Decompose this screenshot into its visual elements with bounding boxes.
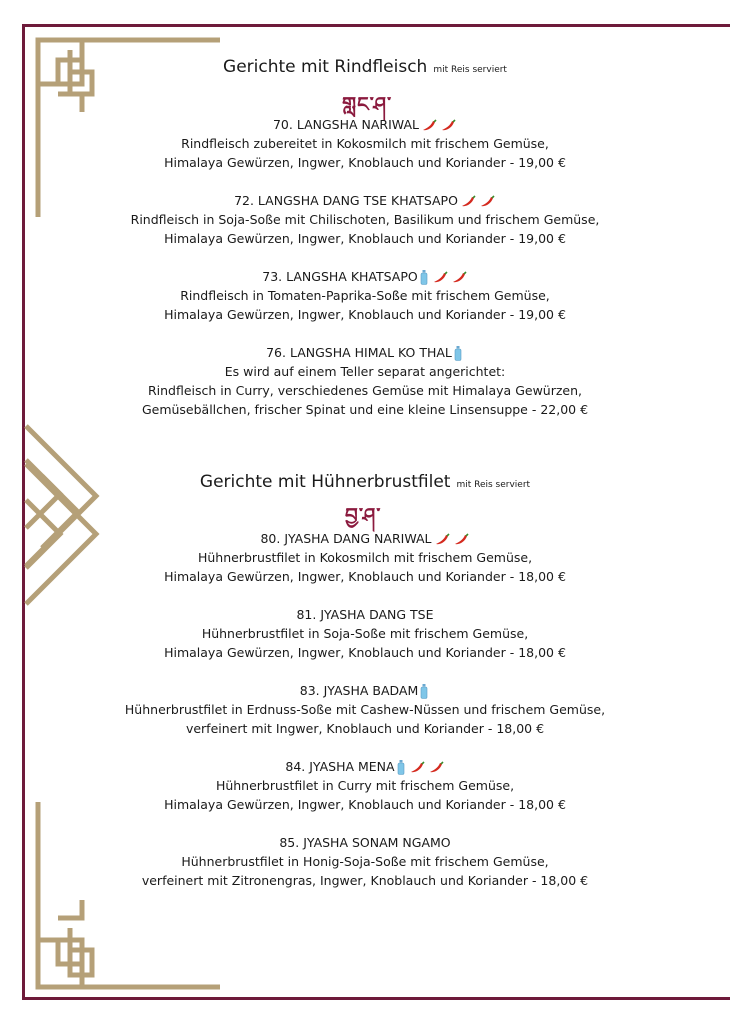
dish-name: 84. JYASHA MENA [285,759,395,774]
dish-name: 73. LANGSHA KHATSAPO [262,269,418,284]
dish-description-line: Hühnerbrustfilet in Kokosmilch mit frischem Gemüse, [197,550,533,565]
chili-icon [479,195,496,209]
dish-item [0,343,730,419]
dish-name: 83. JYASHA BADAM [299,683,419,698]
dish-description-line: Hühnerbrustfilet in Curry mit frischem Gemüse, [215,778,515,793]
tibetan-title-chicken: བྱ་ཤ་ [345,503,382,527]
dish-item [0,833,730,890]
dish-description-line: Himalaya Gewürzen, Ingwer, Knoblauch und Koriander - 18,00 € [164,797,566,812]
dish-item [0,681,730,738]
dish-name: 76. LANGSHA HIMAL KO THAL [266,345,452,360]
chili-icon [451,271,468,285]
tibetan-title-beef: གླང་ཤ་ [342,92,393,116]
water-bottle-icon [397,760,405,775]
chili-icon [409,761,426,775]
section-title-beef: Gerichte mit Rindfleisch mit Reis serviert [223,57,507,77]
dish-description-line: verfeinert mit Zitronengras, Ingwer, Knoblauch und Koriander - 18,00 € [141,873,589,888]
dish-item [0,529,730,586]
water-bottle-icon [420,270,428,285]
dish-description-line: Rindfleisch in Soja-Soße mit Chilischoten, Basilikum und frischem Gemüse, [130,212,600,227]
dish-item [0,267,730,324]
chili-icon [453,533,470,547]
dish-item [0,757,730,814]
chili-icon [428,761,445,775]
section-subtitle-beef: mit Reis serviert [433,65,507,75]
dish-description-line: Hühnerbrustfilet in Soja-Soße mit frischem Gemüse, [201,626,529,641]
bottom-left-ornament [30,800,225,995]
chili-icon [421,119,438,133]
chili-icon [460,195,477,209]
dish-description-line: Gemüsebällchen, frischer Spinat und eine kleine Linsensuppe - 22,00 € [141,402,589,417]
dish-item [0,191,730,248]
dish-description-line: Rindfleisch zubereitet in Kokosmilch mit frischem Gemüse, [181,136,549,151]
dish-name: 85. JYASHA SONAM NGAMO [279,835,451,850]
chili-icon [432,271,449,285]
dish-description-line: Hühnerbrustfilet in Honig-Soja-Soße mit frischem Gemüse, [181,854,549,869]
dish-description-line: verfeinert mit Ingwer, Knoblauch und Koriander - 18,00 € [185,721,545,736]
chili-icon [434,533,451,547]
dish-description-line: Rindfleisch in Tomaten-Paprika-Soße mit frischem Gemüse, [180,288,550,303]
water-bottle-icon [454,346,462,361]
dish-description-line: Rindfleisch in Curry, verschiedenes Gemüse mit Himalaya Gewürzen, [147,383,583,398]
dish-item [0,115,730,172]
dish-description-line: Himalaya Gewürzen, Ingwer, Knoblauch und Koriander - 19,00 € [164,231,566,246]
dish-name: 81. JYASHA DANG TSE [296,607,434,622]
dish-description-line: Es wird auf einem Teller separat angerichtet: [224,364,506,379]
water-bottle-icon [420,684,428,699]
dish-item [0,605,730,662]
dish-description-line: Hühnerbrustfilet in Erdnuss-Soße mit Cashew-Nüssen und frischem Gemüse, [124,702,606,717]
dish-name: 72. LANGSHA DANG TSE KHATSAPO [234,193,458,208]
dish-description-line: Himalaya Gewürzen, Ingwer, Knoblauch und Koriander - 19,00 € [164,155,566,170]
chili-icon [440,119,457,133]
dish-description-line: Himalaya Gewürzen, Ingwer, Knoblauch und Koriander - 18,00 € [164,645,566,660]
dish-name: 70. LANGSHA NARIWAL [272,117,419,132]
dish-name: 80. JYASHA DANG NARIWAL [260,531,432,546]
section-title-chicken: Gerichte mit Hühnerbrustfilet mit Reis serviert [199,472,531,492]
dish-description-line: Himalaya Gewürzen, Ingwer, Knoblauch und Koriander - 18,00 € [164,569,566,584]
dish-description-line: Himalaya Gewürzen, Ingwer, Knoblauch und Koriander - 19,00 € [164,307,566,322]
section-subtitle-chicken: mit Reis serviert [456,480,531,490]
